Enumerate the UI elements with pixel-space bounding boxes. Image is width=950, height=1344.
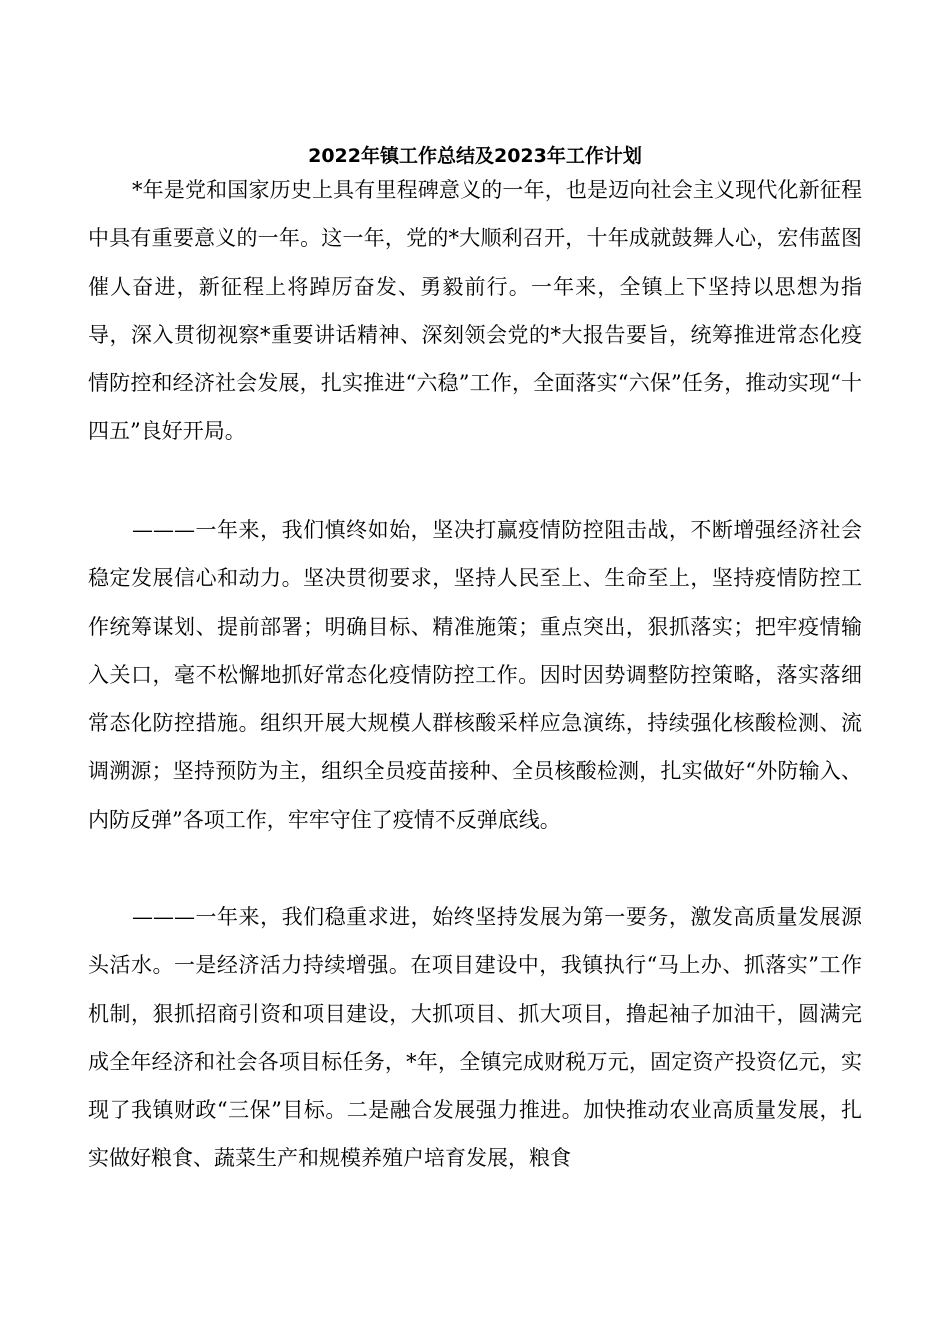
paragraph-intro: *年是党和国家历史上具有里程碑意义的一年，也是迈向社会主义现代化新征程中具有重要意义的一年。这一年，党的*大顺利召开，十年成就鼓舞人心，宏伟蓝图催人奋进，新征程上将踔厉奋发、勇毅前行。一年来，全镇上下坚持以思想为指导，深入贯彻视察*重要讲话精神、深刻领会党的*大报告要旨，统筹推进常态化疫情防控和经济社会发展，扎实推进“六稳”工作，全面落实“六保”任务，推动实现“十四五”良好开局。 xyxy=(88,178,862,444)
document-title: 2022年镇工作总结及2023年工作计划 xyxy=(308,145,642,167)
paragraph-economic-development: ———一年来，我们稳重求进，始终坚持发展为第一要务，激发高质量发展源头活水。一是经济活力持续增强。在项目建设中，我镇执行“马上办、抓落实”工作机制，狠抓招商引资和项目建设，大抓项目、抓大项目，撸起袖子加油干，圆满完成全年经济和社会各项目标任务，*年，全镇完成财税万元，固定资产投资亿元，实现了我镇财政“三保”目标。二是融合发展强力推进。加快推动农业高质量发展，扎实做好粮食、蔬菜生产和规模养殖户培育发展，粮食 xyxy=(88,905,862,1171)
paragraph-epidemic-control: ———一年来，我们慎终如始，坚决打赢疫情防控阻击战，不断增强经济社会稳定发展信心和动力。坚决贯彻要求，坚持人民至上、生命至上，坚持疫情防控工作统筹谋划、提前部署；明确目标、精准施策；重点突出，狠抓落实；把牢疫情输入关口，毫不松懈地抓好常态化疫情防控工作。因时因势调整防控策略，落实落细常态化防控措施。组织开展大规模人群核酸采样应急演练，持续强化核酸检测、流调溯源；坚持预防为主，组织全员疫苗接种、全员核酸检测，扎实做好“外防输入、内防反弹”各项工作，牢牢守住了疫情不反弹底线。 xyxy=(88,518,862,832)
